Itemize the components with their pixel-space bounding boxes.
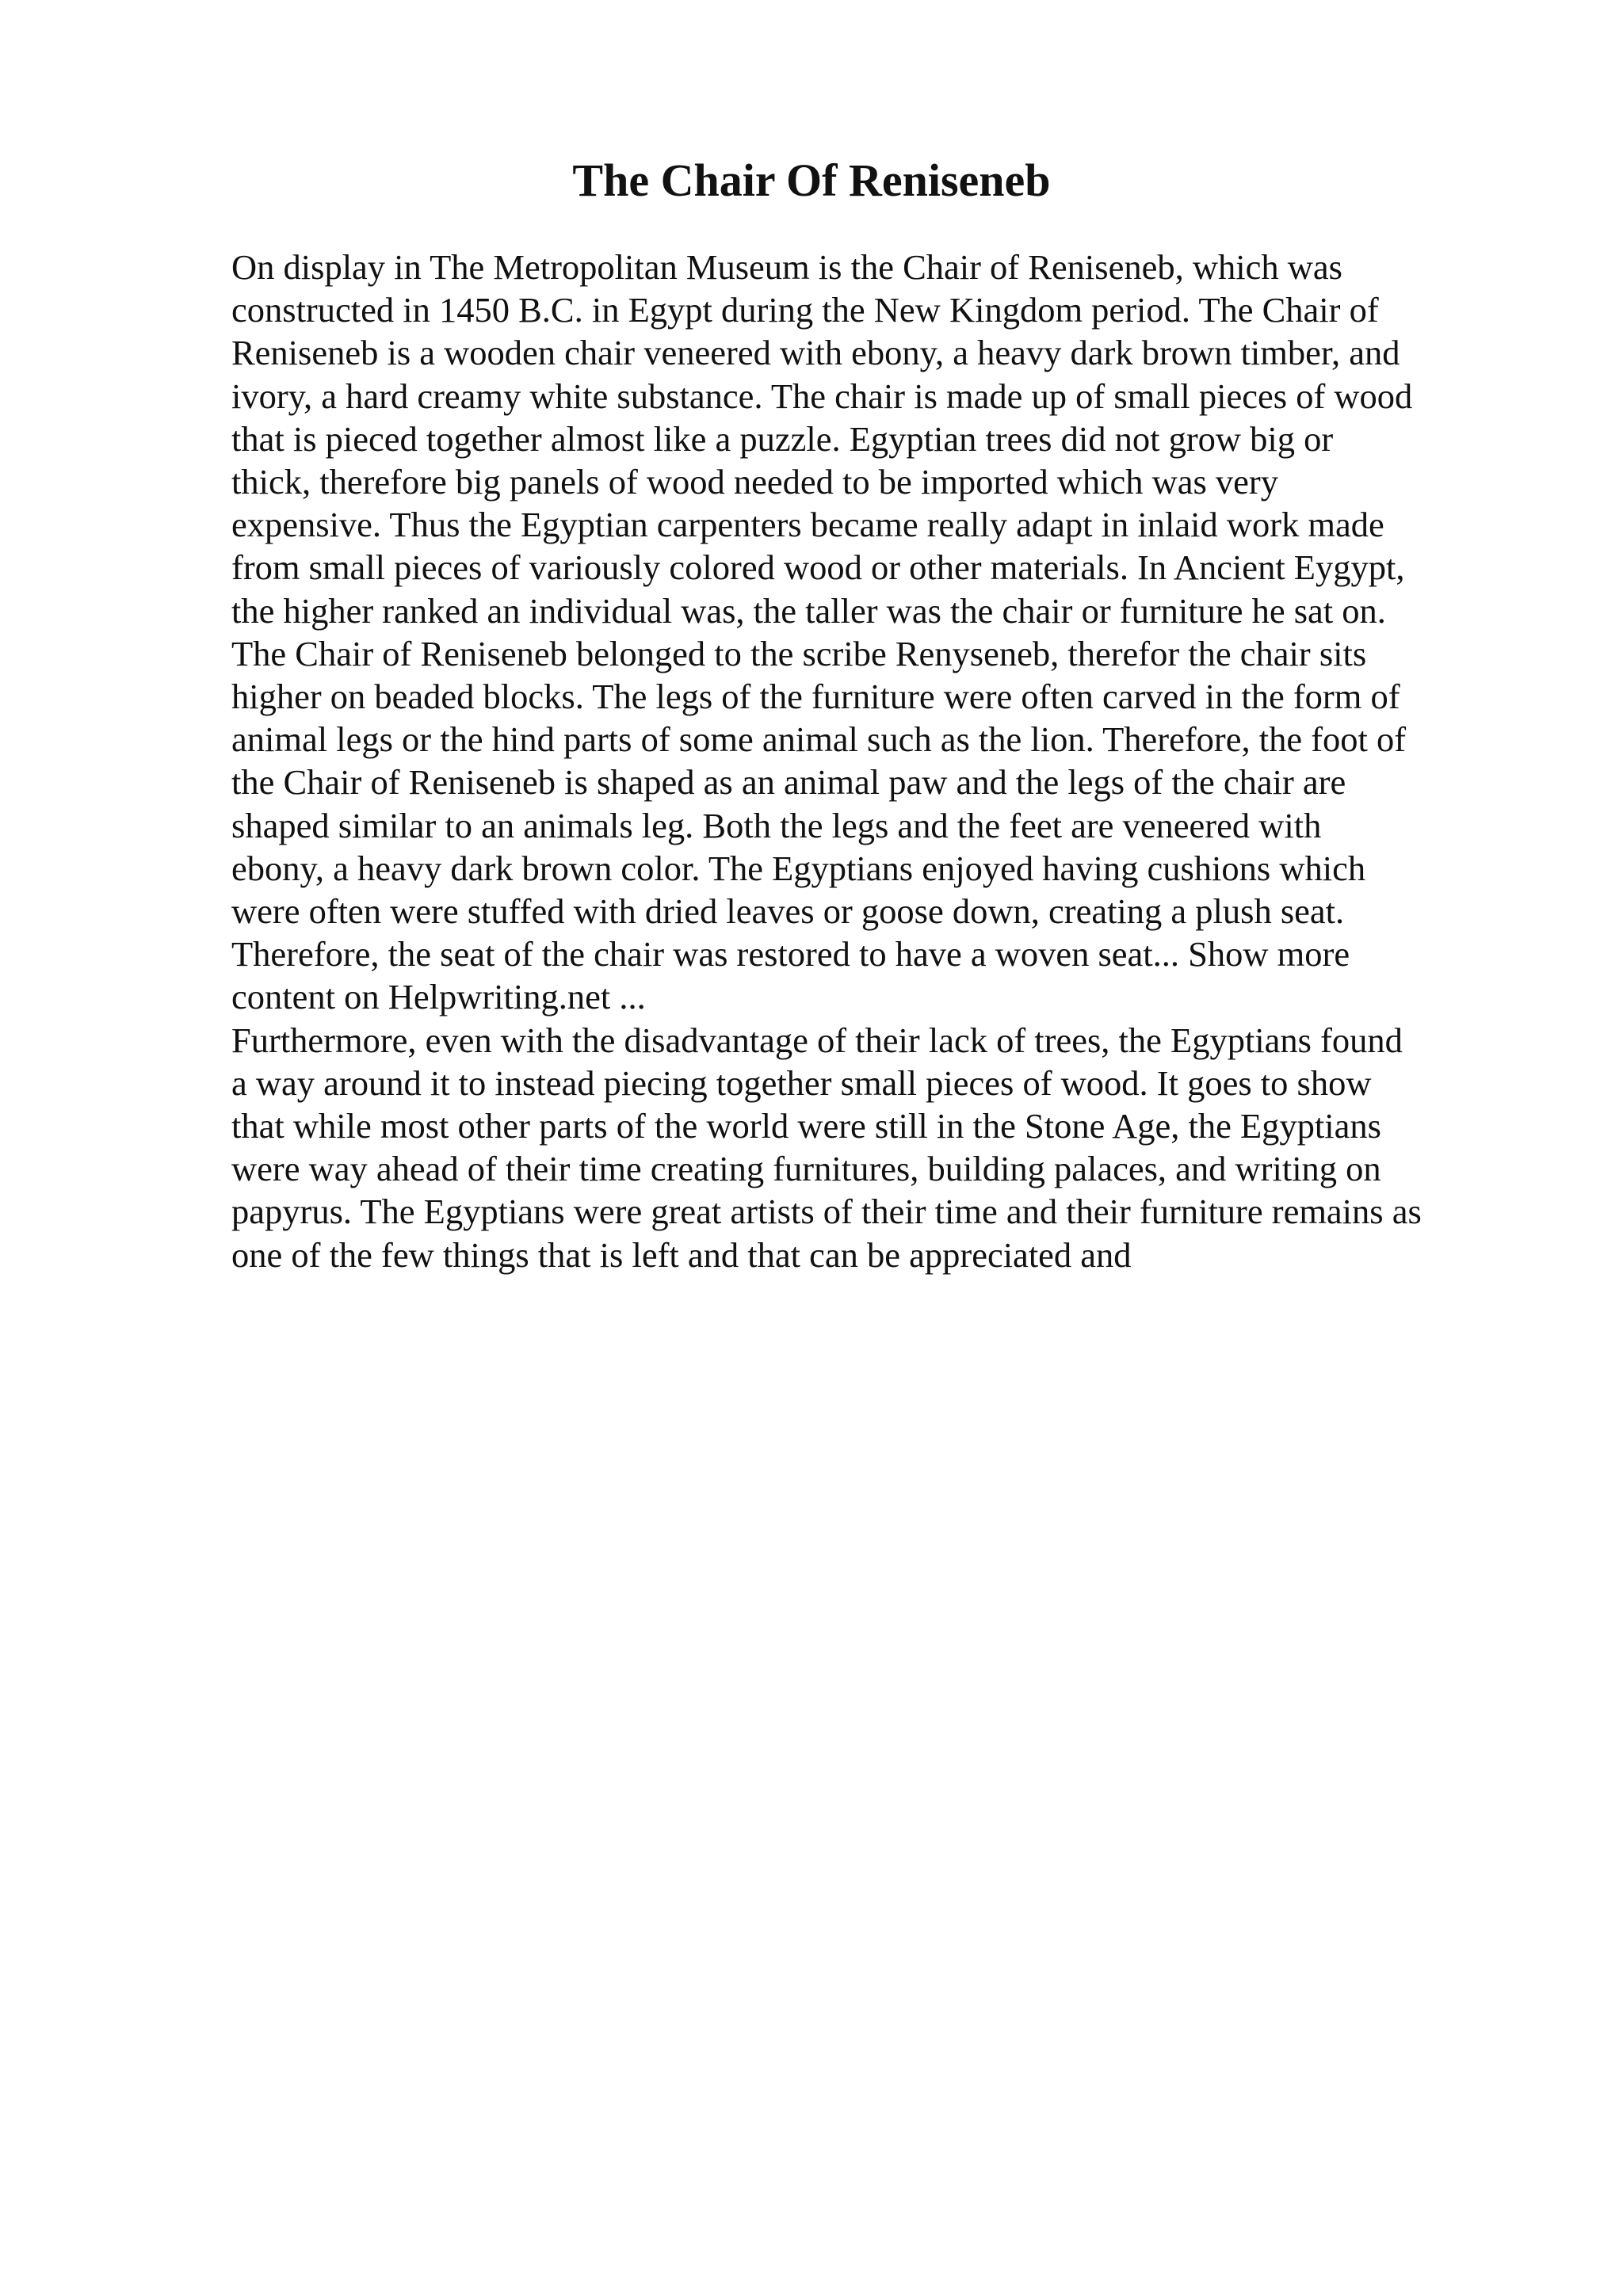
text-line: Furthermore, even with the disadvantage of their lack of trees, the Egyptians found [231,1020,1403,1060]
text-line: content on Helpwriting.net ... [231,977,646,1017]
text-line: were often were stuffed with dried leaves or goose down, creating a plush seat. [231,891,1345,932]
text-line: The Chair of Reniseneb belonged to the scribe Renyseneb, therefor the chair sits [231,633,1367,673]
text-line: thick, therefore big panels of wood needed to be imported which was very [231,462,1278,502]
text-line: ebony, a heavy dark brown color. The Egyptians enjoyed having cushions which [231,848,1366,888]
text-line: one of the few things that is left and that can be appreciated and [231,1234,1132,1275]
text-line: animal legs or the hind parts of some animal such as the lion. Therefore, the foot of [231,719,1407,760]
text-line: Therefore, the seat of the chair was restored to have a woven seat... Show more [231,934,1350,974]
text-line: a way around it to instead piecing together small pieces of wood. It goes to show [231,1062,1372,1103]
text-line: ivory, a hard creamy white substance. The chair is made up of small pieces of wood [231,376,1413,416]
text-line: expensive. Thus the Egyptian carpenters became really adapt in inlaid work made [231,505,1384,545]
text-line: that while most other parts of the world were still in the Stone Age, the Egyptians [231,1106,1381,1146]
document-body [231,246,1499,1276]
text-line: higher on beaded blocks. The legs of the furniture were often carved in the form of [231,677,1400,717]
text-line: from small pieces of variously colored wood or other materials. In Ancient Eygypt, [231,547,1405,588]
text-line: were way ahead of their time creating furnitures, building palaces, and writing on [231,1149,1381,1189]
text-line: shaped similar to an animals leg. Both the legs and the feet are veneered with [231,805,1322,845]
document-title: The Chair Of Reniseneb [572,154,1051,206]
text-line: Reniseneb is a wooden chair veneered with ebony, a heavy dark brown timber, and [231,333,1400,373]
text-line: papyrus. The Egyptians were great artists of their time and their furniture remains as [231,1192,1422,1232]
text-line: the Chair of Reniseneb is shaped as an animal paw and the legs of the chair are [231,762,1346,803]
text-line: that is pieced together almost like a puzzle. Egyptian trees did not grow big or [231,418,1334,459]
text-line: the higher ranked an individual was, the taller was the chair or furniture he sat on. [231,590,1386,631]
text-line: On display in The Metropolitan Museum is the Chair of Reniseneb, which was [231,247,1342,287]
text-line: constructed in 1450 B.C. in Egypt during the New Kingdom period. The Chair of [231,290,1379,330]
